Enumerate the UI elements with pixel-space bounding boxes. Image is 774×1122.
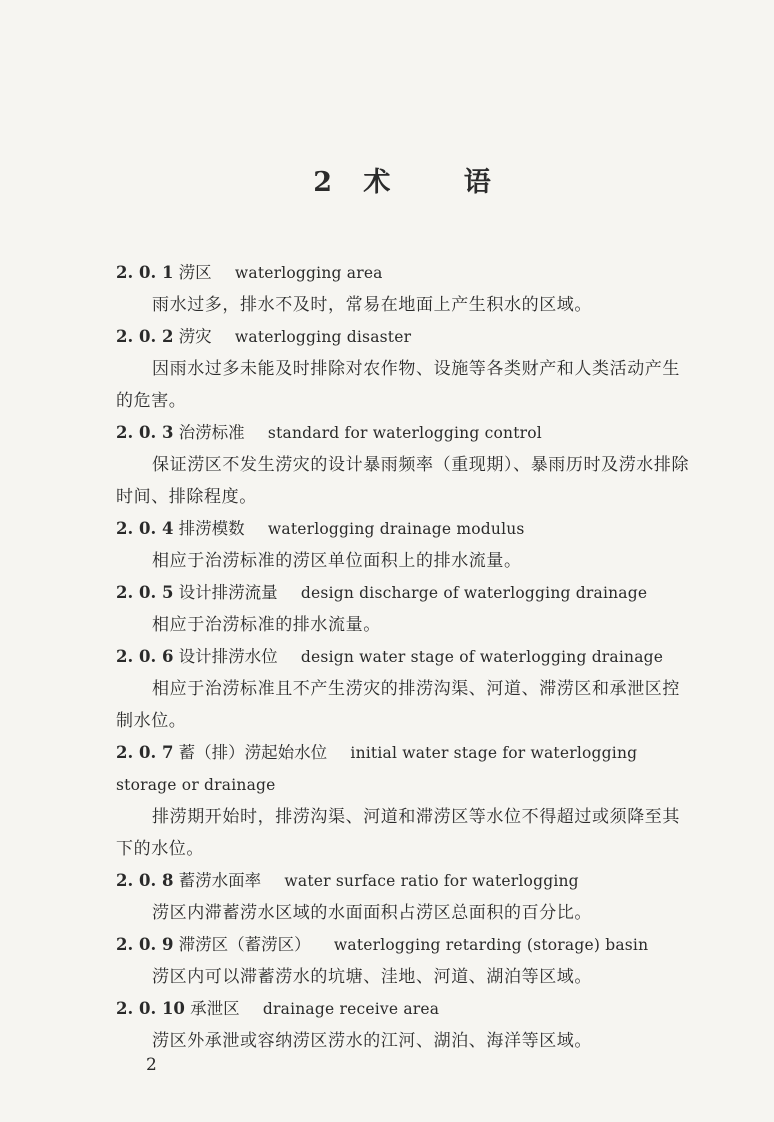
term-chinese: 设计排涝流量 xyxy=(178,583,278,602)
term-definition: 相应于治涝标准的排水流量。 xyxy=(152,615,381,635)
term-definition: 相应于治涝标准的涝区单位面积上的排水流量。 xyxy=(152,551,522,571)
term-heading xyxy=(116,577,690,609)
term-chinese: 设计排涝水位 xyxy=(178,647,278,666)
page-number: 2 xyxy=(146,1055,157,1075)
chapter-title xyxy=(116,160,690,199)
term-chinese: 承泄区 xyxy=(190,999,240,1018)
term-chinese: 蓄涝水面率 xyxy=(178,871,262,890)
term-definition: 雨水过多，排水不及时，常易在地面上产生积水的区域。 xyxy=(152,295,592,315)
term-entry xyxy=(116,929,690,993)
term-number: 2. 0. 5 xyxy=(116,583,174,602)
term-heading xyxy=(116,929,690,961)
term-english: standard for waterlogging control xyxy=(267,424,542,442)
term-chinese: 滞涝区（蓄涝区） xyxy=(178,935,311,954)
term-entry xyxy=(116,865,690,929)
term-definition: 保证涝区不发生涝灾的设计暴雨频率（重现期）、暴雨历时及涝水排除时间、排除程度。 xyxy=(116,455,690,507)
term-heading xyxy=(116,737,690,801)
term-heading xyxy=(116,257,690,289)
term-english: waterlogging disaster xyxy=(234,328,412,346)
term-entry xyxy=(116,993,690,1057)
term-chinese: 蓄（排）涝起始水位 xyxy=(178,743,328,762)
term-heading xyxy=(116,993,690,1025)
term-entry xyxy=(116,577,690,641)
term-heading xyxy=(116,417,690,449)
term-definition: 排涝期开始时，排涝沟渠、河道和滞涝区等水位不得超过或须降至其下的水位。 xyxy=(116,807,680,859)
term-number: 2. 0. 10 xyxy=(116,999,185,1018)
term-number: 2. 0. 3 xyxy=(116,423,174,442)
term-entry xyxy=(116,257,690,321)
term-entry xyxy=(116,641,690,737)
term-definition: 涝区外承泄或容纳涝区涝水的江河、湖泊、海洋等区域。 xyxy=(152,1031,592,1051)
term-number: 2. 0. 7 xyxy=(116,743,174,762)
term-heading xyxy=(116,321,690,353)
term-chinese: 涝灾 xyxy=(178,327,212,346)
term-number: 2. 0. 8 xyxy=(116,871,174,890)
chapter-number: 2 xyxy=(313,167,334,198)
chapter-title-part2: 语 xyxy=(463,167,493,198)
term-entry xyxy=(116,417,690,513)
term-definition: 因雨水过多未能及时排除对农作物、设施等各类财产和人类活动产生的危害。 xyxy=(116,359,680,411)
term-number: 2. 0. 2 xyxy=(116,327,174,346)
term-english: waterlogging drainage modulus xyxy=(267,520,525,538)
term-entry xyxy=(116,513,690,577)
term-english: waterlogging retarding (storage) basin xyxy=(333,936,649,954)
term-heading xyxy=(116,641,690,673)
term-english: drainage receive area xyxy=(262,1000,440,1018)
term-number: 2. 0. 9 xyxy=(116,935,174,954)
term-english: design water stage of waterlogging drainage xyxy=(300,648,664,666)
term-chinese: 涝区 xyxy=(178,263,212,282)
term-chinese: 治涝标准 xyxy=(178,423,245,442)
term-definition: 涝区内可以滞蓄涝水的坑塘、洼地、河道、湖泊等区域。 xyxy=(152,967,592,987)
term-english: waterlogging area xyxy=(234,264,383,282)
term-number: 2. 0. 1 xyxy=(116,263,174,282)
term-number: 2. 0. 6 xyxy=(116,647,174,666)
term-definition: 相应于治涝标准且不产生涝灾的排涝沟渠、河道、滞涝区和承泄区控制水位。 xyxy=(116,679,680,731)
term-definition: 涝区内滞蓄涝水区域的水面面积占涝区总面积的百分比。 xyxy=(152,903,592,923)
term-entry xyxy=(116,321,690,417)
term-english: design discharge of waterlogging drainage xyxy=(300,584,648,602)
term-heading xyxy=(116,865,690,897)
term-heading xyxy=(116,513,690,545)
term-number: 2. 0. 4 xyxy=(116,519,174,538)
term-english: water surface ratio for waterlogging xyxy=(284,872,579,890)
term-entry xyxy=(116,737,690,865)
term-english: initial water stage for waterlogging storage or drainage xyxy=(116,744,638,794)
chapter-title-part1: 术 xyxy=(363,167,393,198)
term-chinese: 排涝模数 xyxy=(178,519,245,538)
